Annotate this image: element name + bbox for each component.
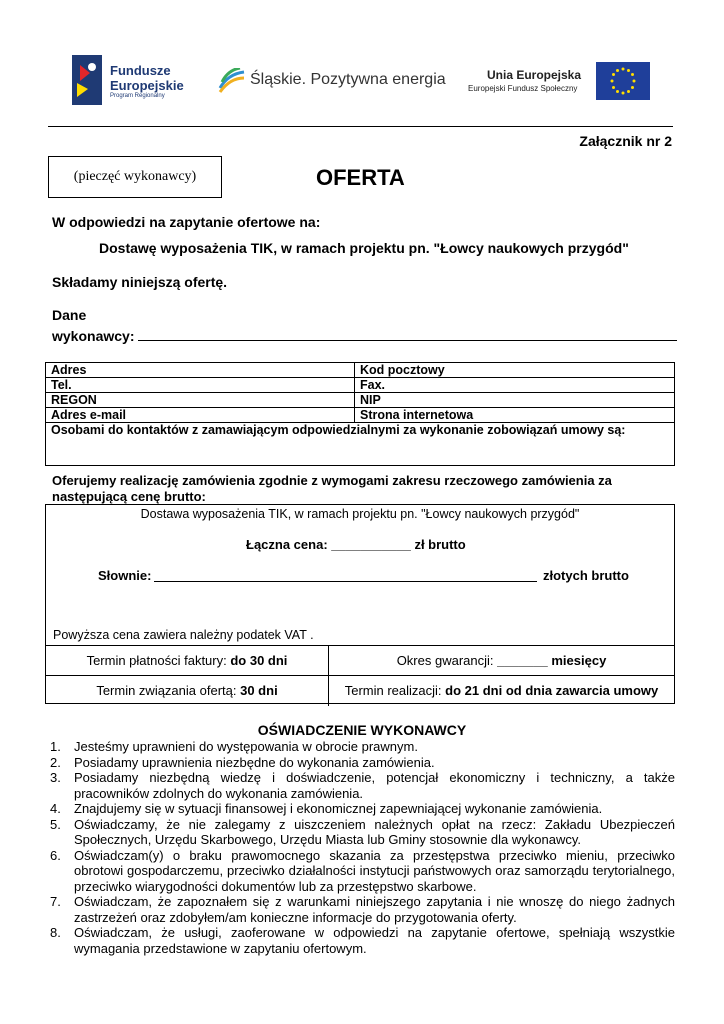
list-item (50, 770, 675, 801)
list-item (50, 801, 675, 817)
table-cell[interactable]: Strona internetowa (355, 408, 675, 423)
total-blank[interactable]: ___________ (331, 537, 411, 552)
fundusze-europejskie-logo-icon (72, 55, 106, 105)
payment-label: Termin płatności faktury: (86, 653, 227, 668)
item-text: Oświadczam, że usługi, zaoferowane w odpowiedzi na zapytanie ofertowe, spełniają wszystkie wymagania przedstawione w zapytaniu ofertowym. (74, 925, 675, 956)
table-cell[interactable]: Adres e-mail (46, 408, 355, 423)
binding-term (46, 676, 328, 706)
submit-text: Składamy niniejszą ofertę. (52, 274, 228, 290)
realization-value: do 21 dni od dnia zawarcia umowy (445, 683, 659, 698)
intro-text: W odpowiedzi na zapytanie ofertowe na: (52, 214, 321, 230)
item-number: 5. (50, 816, 61, 832)
item-text: Posiadamy uprawnienia niezbędne do wykonania zamówienia. (74, 754, 435, 770)
list-item (50, 755, 675, 771)
words-label: Słownie: (98, 568, 152, 583)
item-number: 6. (50, 847, 61, 863)
contractor-table (45, 362, 675, 466)
list-item (50, 925, 675, 956)
item-text: Oświadczamy, że nie zalegamy z uiszczeniem należnych opłat na rzecz: Zakładu Ubezpieczeń Społecznych, Urzędu Skarbowego, Urzędu Miasta lub Gminy stosownie dla wykonawcy. (74, 816, 675, 847)
list-item (50, 894, 675, 925)
table-cell[interactable]: Adres (46, 363, 355, 378)
declaration-list (50, 739, 675, 956)
logo-fe-line2: Europejskie (110, 78, 184, 93)
offer-intro: Oferujemy realizację zamówienia zgodnie z wymogami zakresu rzeczowego zamówienia za następującą cenę brutto: (52, 473, 612, 504)
item-number: 4. (50, 801, 61, 816)
contractor-label-1: Dane (52, 307, 87, 323)
table-cell[interactable]: Tel. (46, 378, 355, 393)
table-row (46, 408, 675, 423)
subject-text: Dostawę wyposażenia TIK, w ramach projektu pn. "Łowcy naukowych przygód" (99, 240, 629, 256)
warranty-label: Okres gwarancji: (396, 653, 494, 668)
declaration-title: OŚWIADCZENIE WYKONAWCY (257, 722, 467, 738)
terms-row-2 (46, 675, 674, 706)
realization-label: Termin realizacji: (344, 683, 442, 698)
vat-note: Powyższa cena zawiera należny podatek VAT . (53, 628, 314, 642)
payment-term (46, 646, 328, 676)
offer-box (45, 504, 675, 704)
item-text: Znajdujemy się w sytuacji finansowej i ekonomicznej zapewniającej wykonanie zamówienia. (74, 801, 603, 816)
table-cell[interactable]: Kod pocztowy (355, 363, 675, 378)
item-text: Posiadamy niezbędną wiedzę i doświadczenie, potencjał ekonomiczny i techniczny, a także pracowników zdolnych do wykonania zamówienia. (74, 770, 675, 801)
payment-value: do 30 dni (230, 653, 288, 668)
contractor-label-2: wykonawcy: (52, 328, 135, 344)
item-number: 2. (50, 754, 61, 770)
total-price (246, 537, 466, 552)
logo-fe-text (110, 63, 184, 93)
realization-term (329, 676, 674, 706)
list-item (50, 739, 675, 755)
list-item (50, 848, 675, 895)
table-row (46, 423, 675, 466)
stamp-label: (pieczęć wykonawcy) (73, 169, 197, 184)
table-cell[interactable]: Fax. (355, 378, 675, 393)
document-title: OFERTA (316, 165, 405, 190)
stamp-box (48, 156, 222, 198)
terms-row-1 (46, 645, 674, 676)
offer-line1: Dostawa wyposażenia TIK, w ramach projektu pn. "Łowcy naukowych przygód" (140, 507, 580, 521)
total-unit: zł brutto (414, 537, 466, 552)
logo-slaskie-text: Śląskie. Pozytywna energia (250, 71, 446, 88)
item-text: Oświadczam(y) o braku prawomocnego skazania za przestępstwa przeciwko mieniu, przeciwko obrotowi gospodarczemu, przeciwko działalności instytucji państwowych oraz samorządu terytorialnego, przeciwko wiarygodności dokumentów lub za przestępstwo skarbowe. (74, 847, 675, 894)
header-divider (48, 126, 673, 127)
warranty-unit: miesięcy (551, 653, 607, 668)
logo-fe-sub: Program Regionalny (110, 93, 165, 99)
words-line[interactable] (154, 581, 537, 582)
attachment-label: Załącznik nr 2 (579, 133, 672, 149)
words-unit: złotych brutto (543, 568, 629, 583)
table-cell[interactable]: NIP (355, 393, 675, 408)
item-text: Jesteśmy uprawnieni do występowania w obrocie prawnym. (74, 739, 418, 754)
binding-label: Termin związania ofertą: (96, 683, 237, 698)
item-number: 8. (50, 925, 61, 940)
table-row (46, 378, 675, 393)
eu-stars-icon (596, 62, 650, 100)
binding-value: 30 dni (240, 683, 278, 698)
logo-fe-line1: Fundusze (110, 63, 171, 78)
total-label: Łączna cena: (246, 537, 328, 552)
logo-ue-title: Unia Europejska (487, 68, 582, 82)
logo-ue-sub: Europejski Fundusz Społeczny (468, 84, 578, 93)
slaskie-logo-icon (218, 68, 246, 94)
warranty-term (329, 646, 674, 676)
list-item (50, 817, 675, 848)
contractor-name-line[interactable] (138, 340, 677, 341)
item-number: 1. (50, 739, 61, 754)
item-number: 7. (50, 894, 61, 909)
item-number: 3. (50, 770, 61, 785)
table-cell[interactable]: REGON (46, 393, 355, 408)
item-text: Oświadczam, że zapoznałem się z warunkami niniejszego zapytania i nie wnoszę do niego żadnych zastrzeżeń oraz zdobyłem/am konieczne informacje do przygotowania oferty. (74, 894, 675, 925)
eu-flag-icon (596, 62, 650, 100)
table-row (46, 393, 675, 408)
table-row (46, 363, 675, 378)
warranty-blank[interactable]: _______ (497, 653, 548, 668)
contacts-cell[interactable]: Osobami do kontaktów z zamawiającym odpowiedzialnymi za wykonanie zobowiązań umowy są: (46, 423, 675, 466)
